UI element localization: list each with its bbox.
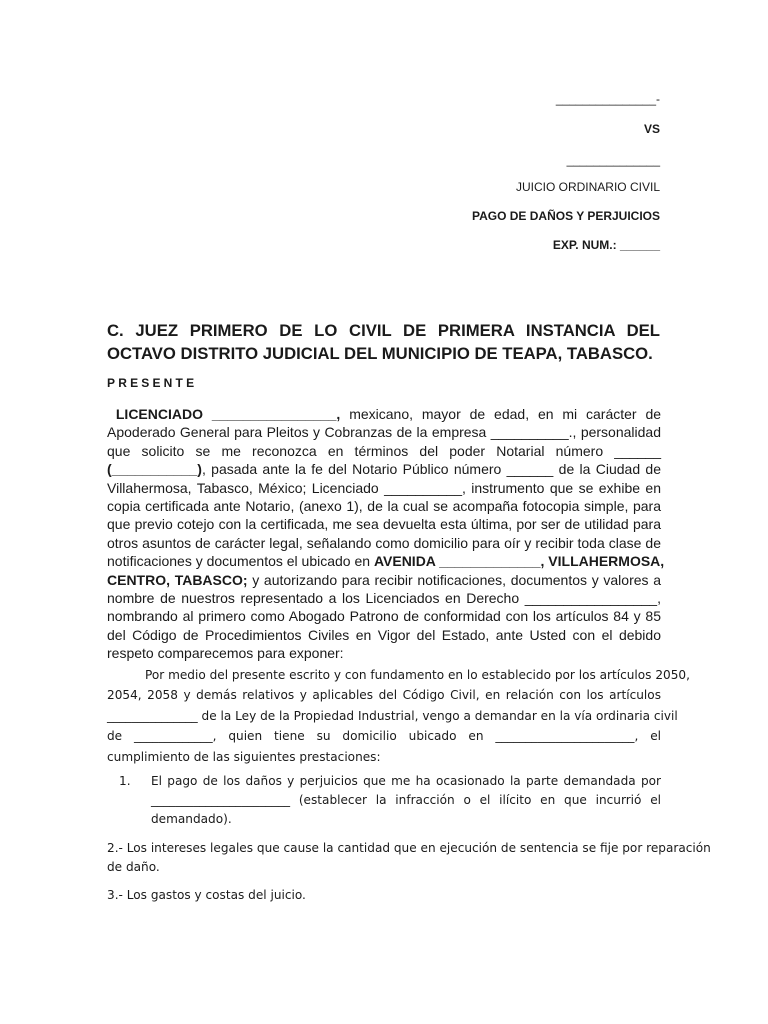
attorney-name: LICENCIADO ________________, [115,406,341,422]
basis-line: de _____________, quien tiene su domicilio ubicado en _______________________, el [107,729,661,744]
court-addressee [107,319,660,365]
intro-line: nombre de nuestros representado a los Licenciados en Derecho _________________, [107,589,661,606]
intro-line: Villahermosa, Tabasco, México; Licenciado __________, instrumento que se exhibe en [107,479,661,496]
claim-item-2 [107,839,711,877]
claim-item-3 [107,886,661,905]
intro-line: Apoderado General para Pleitos y Cobranzas de la empresa __________., personalidad [107,424,661,441]
claim-line: 2.- Los intereses legales que cause la cantidad que en ejecución de sentencia se fije por reparación [107,841,711,855]
court-addressee-line-2: OCTAVO DISTRITO JUDICIAL DEL MUNICIPIO DE TEAPA, TABASCO. [107,344,653,363]
legal-basis-paragraph [107,665,690,767]
intro-line: que solicito se me reconozca en términos del poder Notarial número ______ [107,442,661,459]
intro-paragraph [107,405,665,662]
basis-line: _______________ de la Ley de la Propiedad Industrial, vengo a demandar en la vía ordinaria civil [107,708,678,723]
intro-line: notificaciones y documentos el ubicado en AVENIDA _____________, VILLAHERMOSA, [107,553,665,570]
basis-line: Por medio del presente escrito y con fundamento en lo establecido por los artículos 2050, [145,668,690,682]
court-addressee-line-1: C. JUEZ PRIMERO DE LO CIVIL DE PRIMERA INSTANCIA DEL [107,321,660,340]
plaintiff-blank: _______________- [555,92,660,106]
claim-line: 3.- Los gastos y costas del juicio. [107,888,306,902]
intro-line: copia certificada ante Notario, (anexo 1), de la cual se acompaña fotocopia simple, para [107,497,661,514]
claim-line: El pago de los daños y perjuicios que me ha ocasionado la parte demandada por [151,774,661,788]
claim-type: PAGO DE DAÑOS Y PERJUICIOS [471,209,660,223]
intro-line: del Código de Procedimientos Civiles en Vigor del Estado, ante Usted con el debido [107,626,661,643]
intro-line: CENTRO, TABASCO; y autorizando para recibir notificaciones, documentos y valores a [107,571,662,588]
claim-line: de daño. [107,859,160,874]
basis-line: cumplimiento de las siguientes prestaciones: [107,749,381,764]
intro-line: LICENCIADO ________________, mexicano, mayor de edad, en mi carácter de [115,406,662,422]
file-number: EXP. NUM.: ______ [552,238,660,252]
intro-line: otros asuntos de carácter legal, señalando como domicilio para oír y recibir toda clase de [107,534,661,551]
claim-line: _______________________ (establecer la infracción o el ilícito en que incurrió el [151,792,661,807]
basis-line: 2054, 2058 y demás relativos y aplicables del Código Civil, en relación con los artículos [107,688,661,703]
address-bold: AVENIDA _____________, VILLAHERMOSA, [373,553,665,570]
defendant-blank: ______________ [566,153,660,167]
intro-line: respeto comparecemos para exponer: [107,645,344,662]
claim-item-1 [107,772,661,828]
intro-line: nombrando al primero como Abogado Patrono de conformidad con los artículos 84 y 85 [107,608,661,625]
intro-line: (___________), pasada ante la fe del Notario Público número ______ de la Ciudad de [107,461,661,478]
intro-line: que previo cotejo con la certificada, me sea devuelta esta última, por ser de utilidad para [107,516,661,533]
versus-label: VS [643,122,660,136]
claim-line: demandado). [151,811,232,826]
presente-heading: PRESENTE [107,376,198,390]
list-number: 1. [119,774,131,788]
trial-type: JUICIO ORDINARIO CIVIL [515,180,660,194]
